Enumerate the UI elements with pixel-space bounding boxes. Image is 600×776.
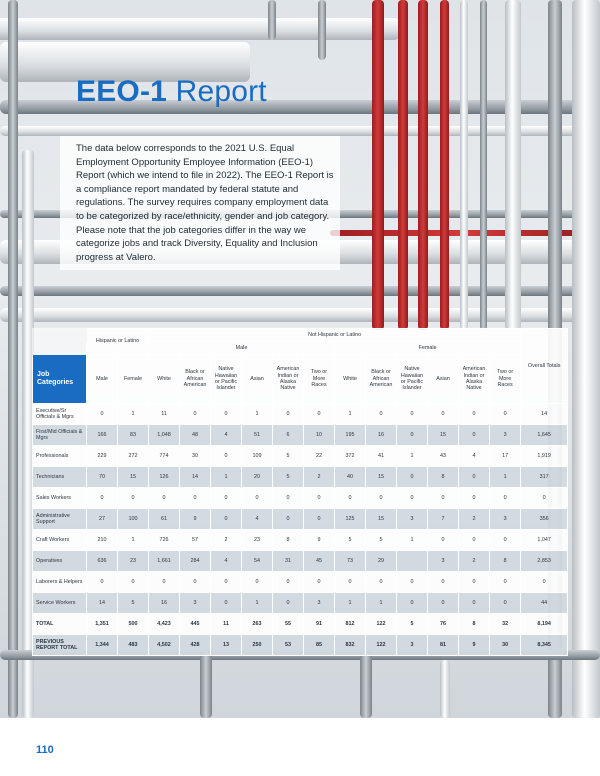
table-row (33, 509, 568, 530)
table-cell: 0 (211, 572, 242, 593)
corner-blank (33, 342, 87, 355)
table-row (33, 530, 568, 551)
table-cell: 0 (397, 593, 428, 614)
table-cell: 2 (459, 509, 490, 530)
pipe (418, 0, 428, 330)
table-row (33, 488, 568, 509)
group-hispanic-header: Hispanic or Latino (87, 329, 149, 355)
table-cell: 122 (366, 635, 397, 656)
table-cell: 13 (211, 635, 242, 656)
table-cell: 0 (87, 572, 118, 593)
table-row (33, 446, 568, 467)
column-header: Two or More Races (304, 355, 335, 404)
table-cell: 31 (273, 551, 304, 572)
table-cell: 812 (335, 614, 366, 635)
table-cell: 263 (242, 614, 273, 635)
column-header: Female (118, 355, 149, 404)
table-cell: 0 (397, 572, 428, 593)
table-cell: 0 (211, 404, 242, 425)
table-cell: 40 (335, 467, 366, 488)
column-header: Asian (428, 355, 459, 404)
table-cell: 0 (118, 488, 149, 509)
table-cell: 122 (366, 614, 397, 635)
table-cell: 8 (459, 614, 490, 635)
overall-totals-header: Overall Totals (521, 329, 568, 404)
title-light: Report (175, 75, 267, 108)
column-header: Male (87, 355, 118, 404)
table-cell: 0 (428, 530, 459, 551)
table-cell: 45 (304, 551, 335, 572)
table-cell: 2 (304, 467, 335, 488)
table-cell: 4 (211, 425, 242, 446)
table-cell: 3 (397, 635, 428, 656)
table-row (33, 593, 568, 614)
table-cell: 0 (335, 572, 366, 593)
table-cell: 20 (242, 467, 273, 488)
table-cell: 10 (304, 425, 335, 446)
table-cell: 23 (242, 530, 273, 551)
column-header: Native Hawaiian or Pacific Islander (397, 355, 428, 404)
table-cell: 1 (490, 467, 521, 488)
pipe (0, 18, 400, 40)
table-cell: 41 (366, 446, 397, 467)
table-cell: 0 (459, 488, 490, 509)
table-cell: 0 (335, 488, 366, 509)
table-cell: 8,345 (521, 635, 568, 656)
row-label: PREVIOUS REPORT TOTAL (33, 635, 87, 656)
table-cell: 4 (211, 551, 242, 572)
table-cell: 1 (335, 593, 366, 614)
table-cell: 16 (366, 425, 397, 446)
table-cell: 0 (459, 593, 490, 614)
table-cell: 0 (273, 572, 304, 593)
table-cell: 726 (149, 530, 180, 551)
table-cell: 229 (87, 446, 118, 467)
table-cell: 43 (428, 446, 459, 467)
pipe (505, 0, 521, 330)
title-bold: EEO-1 (76, 75, 168, 108)
table-cell: 1 (211, 467, 242, 488)
pipe (372, 0, 384, 330)
table-cell: 16 (149, 593, 180, 614)
table-cell: 27 (87, 509, 118, 530)
table-cell: 70 (87, 467, 118, 488)
table-cell: 0 (87, 488, 118, 509)
table-cell: 0 (490, 593, 521, 614)
row-label: Service Workers (33, 593, 87, 614)
table-cell: 0 (521, 572, 568, 593)
pipe (480, 0, 487, 330)
table-row (33, 551, 568, 572)
table-cell: 9 (180, 509, 211, 530)
table-cell: 4 (459, 446, 490, 467)
table-cell: 0 (490, 404, 521, 425)
table-cell: 11 (211, 614, 242, 635)
table-cell: 11 (149, 404, 180, 425)
page-number: 110 (36, 744, 54, 756)
table-cell: 0 (211, 593, 242, 614)
table-cell: 1 (397, 446, 428, 467)
row-label: Laborers & Helpers (33, 572, 87, 593)
row-label: Sales Workers (33, 488, 87, 509)
table-cell: 3 (180, 593, 211, 614)
table-cell: 4,423 (149, 614, 180, 635)
table-cell: 0 (459, 404, 490, 425)
table-cell: 5 (273, 467, 304, 488)
table-cell: 76 (428, 614, 459, 635)
table-cell: 0 (366, 572, 397, 593)
table-cell: 0 (304, 572, 335, 593)
subgroup-female-header: Female (335, 342, 521, 355)
table-cell: 61 (149, 509, 180, 530)
table-cell: 32 (490, 614, 521, 635)
table-cell: 83 (118, 425, 149, 446)
pipe (318, 0, 326, 60)
group-not-hispanic-header: Not Hispanic or Latino (149, 329, 521, 342)
table-cell: 8 (490, 551, 521, 572)
table-cell: 30 (180, 446, 211, 467)
table-body (33, 404, 568, 656)
table-row (33, 404, 568, 425)
table-cell: 0 (273, 488, 304, 509)
table-cell: 483 (118, 635, 149, 656)
column-header: White (149, 355, 180, 404)
column-header: Black or African American (366, 355, 397, 404)
table-cell: 1 (366, 593, 397, 614)
table-cell: 0 (180, 404, 211, 425)
table-cell: 0 (273, 593, 304, 614)
table-cell: 14 (87, 593, 118, 614)
table-cell: 15 (366, 467, 397, 488)
table-cell: 0 (397, 488, 428, 509)
table-cell: 0 (304, 404, 335, 425)
table-cell: 1,351 (87, 614, 118, 635)
table-cell: 15 (366, 509, 397, 530)
table-cell: 15 (118, 467, 149, 488)
table-cell: 0 (490, 488, 521, 509)
table-cell: 5 (366, 530, 397, 551)
table-cell: 0 (366, 488, 397, 509)
table-cell: 3 (490, 509, 521, 530)
table-cell: 109 (242, 446, 273, 467)
table-cell: 195 (335, 425, 366, 446)
table-cell: 1,645 (521, 425, 568, 446)
table-cell: 166 (87, 425, 118, 446)
table-cell (397, 551, 428, 572)
table-cell: 85 (304, 635, 335, 656)
table-cell: 7 (428, 509, 459, 530)
table-cell: 774 (149, 446, 180, 467)
table-cell: 0 (397, 404, 428, 425)
table-cell: 0 (459, 425, 490, 446)
table-cell: 0 (428, 404, 459, 425)
pipe (572, 0, 600, 718)
table-cell: 15 (428, 425, 459, 446)
table-row (33, 635, 568, 656)
table-cell: 0 (366, 404, 397, 425)
table-cell: 0 (490, 530, 521, 551)
table-cell: 636 (87, 551, 118, 572)
table-cell: 0 (242, 572, 273, 593)
job-categories-header: Job Categories (33, 355, 87, 404)
table-cell: 8,194 (521, 614, 568, 635)
table-cell: 1 (118, 530, 149, 551)
table-cell: 0 (397, 467, 428, 488)
table-cell: 0 (211, 509, 242, 530)
table-cell: 1 (335, 404, 366, 425)
table-cell: 55 (273, 614, 304, 635)
table-cell: 4,502 (149, 635, 180, 656)
table-cell: 1 (397, 530, 428, 551)
table-cell: 53 (273, 635, 304, 656)
table-cell: 0 (459, 467, 490, 488)
pipe (440, 660, 450, 718)
column-header: Two or More Races (490, 355, 521, 404)
table-cell: 6 (273, 425, 304, 446)
row-label: Craft Workers (33, 530, 87, 551)
column-header: American Indian or Alaska Native (459, 355, 490, 404)
table-cell: 5 (118, 593, 149, 614)
table-cell: 356 (521, 509, 568, 530)
table-cell: 30 (490, 635, 521, 656)
table-cell: 832 (335, 635, 366, 656)
table-cell: 0 (180, 488, 211, 509)
intro-paragraph: The data below corresponds to the 2021 U.S. Equal Employment Opportunity Employee Information (EEO-1) Report (which we intend to file in 2022). The EEO-1 Report is a compliance report mandated by federal statute and regulations. The survey requires company employment data to be categorized by race/ethnicity, gender and job category. Please note that the job categories differ in the way we categorize jobs and track Diversity, Equality and Inclusion progress at Valero. (76, 143, 334, 263)
table-cell: 210 (87, 530, 118, 551)
table-cell: 17 (490, 446, 521, 467)
table-cell: 9 (459, 635, 490, 656)
table-cell: 0 (273, 404, 304, 425)
table-cell: 125 (335, 509, 366, 530)
table-cell: 5 (273, 446, 304, 467)
row-label: Operatives (33, 551, 87, 572)
table-cell: 272 (118, 446, 149, 467)
table-cell: 445 (180, 614, 211, 635)
table-cell: 317 (521, 467, 568, 488)
pipe (440, 0, 449, 330)
table-cell: 3 (304, 593, 335, 614)
table-cell: 0 (428, 572, 459, 593)
eeo1-table-container (32, 328, 567, 656)
table-cell: 250 (242, 635, 273, 656)
table-cell: 0 (211, 488, 242, 509)
table-row (33, 572, 568, 593)
table-cell: 372 (335, 446, 366, 467)
table-cell: 4 (242, 509, 273, 530)
table-cell: 23 (118, 551, 149, 572)
column-header: White (335, 355, 366, 404)
table-cell: 14 (180, 467, 211, 488)
table-cell: 48 (180, 425, 211, 446)
table-cell: 1,048 (149, 425, 180, 446)
row-label: Administrative Support (33, 509, 87, 530)
table-cell: 81 (428, 635, 459, 656)
table-cell: 73 (335, 551, 366, 572)
eeo1-table (32, 328, 568, 656)
table-cell: 1,661 (149, 551, 180, 572)
table-cell: 0 (242, 488, 273, 509)
table-cell: 5 (397, 614, 428, 635)
table-cell: 3 (490, 425, 521, 446)
table-cell: 0 (397, 425, 428, 446)
table-cell: 57 (180, 530, 211, 551)
pipe (360, 650, 372, 718)
table-cell: 14 (521, 404, 568, 425)
table-cell: 1 (242, 593, 273, 614)
table-cell: 51 (242, 425, 273, 446)
table-cell: 100 (118, 509, 149, 530)
table-row (33, 425, 568, 446)
table-cell: 1,344 (87, 635, 118, 656)
column-header: Asian (242, 355, 273, 404)
row-label: Professionals (33, 446, 87, 467)
pipe (460, 0, 468, 330)
corner-blank (33, 329, 87, 342)
table-cell: 22 (304, 446, 335, 467)
table-cell: 54 (242, 551, 273, 572)
table-cell: 1,047 (521, 530, 568, 551)
table-cell: 0 (521, 488, 568, 509)
column-header: Black or African American (180, 355, 211, 404)
table-cell: 428 (180, 635, 211, 656)
table-cell: 8 (428, 467, 459, 488)
table-row (33, 614, 568, 635)
table-cell: 0 (459, 572, 490, 593)
table-cell: 0 (149, 488, 180, 509)
table-cell: 1 (242, 404, 273, 425)
column-header: American Indian or Alaska Native (273, 355, 304, 404)
table-cell: 2 (211, 530, 242, 551)
table-cell: 0 (428, 593, 459, 614)
table-cell: 9 (304, 530, 335, 551)
table-cell: 0 (149, 572, 180, 593)
row-label: Executive/Sr Officials & Mgrs (33, 404, 87, 425)
row-label: TOTAL (33, 614, 87, 635)
table-cell: 3 (428, 551, 459, 572)
table-cell: 0 (273, 509, 304, 530)
column-header: Native Hawaiian or Pacific Islander (211, 355, 242, 404)
table-cell: 0 (87, 404, 118, 425)
table-row (33, 467, 568, 488)
table-cell: 126 (149, 467, 180, 488)
table-cell: 29 (366, 551, 397, 572)
table-cell: 91 (304, 614, 335, 635)
table-cell: 2 (459, 551, 490, 572)
table-cell: 3 (397, 509, 428, 530)
row-label: Technicians (33, 467, 87, 488)
table-cell: 0 (118, 572, 149, 593)
row-label: First/Mid Officials & Mgrs (33, 425, 87, 446)
pipe (200, 650, 212, 718)
table-cell: 0 (304, 488, 335, 509)
table-cell: 1,919 (521, 446, 568, 467)
pipe (8, 0, 18, 718)
table-cell: 284 (180, 551, 211, 572)
table-cell: 0 (459, 530, 490, 551)
table-cell: 1 (118, 404, 149, 425)
table-cell: 0 (490, 572, 521, 593)
subgroup-male-header: Male (149, 342, 335, 355)
table-cell: 2,853 (521, 551, 568, 572)
table-cell: 0 (428, 488, 459, 509)
page-title (76, 74, 267, 110)
table-cell: 5 (335, 530, 366, 551)
table-cell: 8 (273, 530, 304, 551)
table-cell: 500 (118, 614, 149, 635)
table-cell: 0 (180, 572, 211, 593)
table-cell: 0 (304, 509, 335, 530)
pipe (268, 0, 276, 40)
table-cell: 0 (211, 446, 242, 467)
table-cell: 44 (521, 593, 568, 614)
pipe (398, 0, 408, 330)
